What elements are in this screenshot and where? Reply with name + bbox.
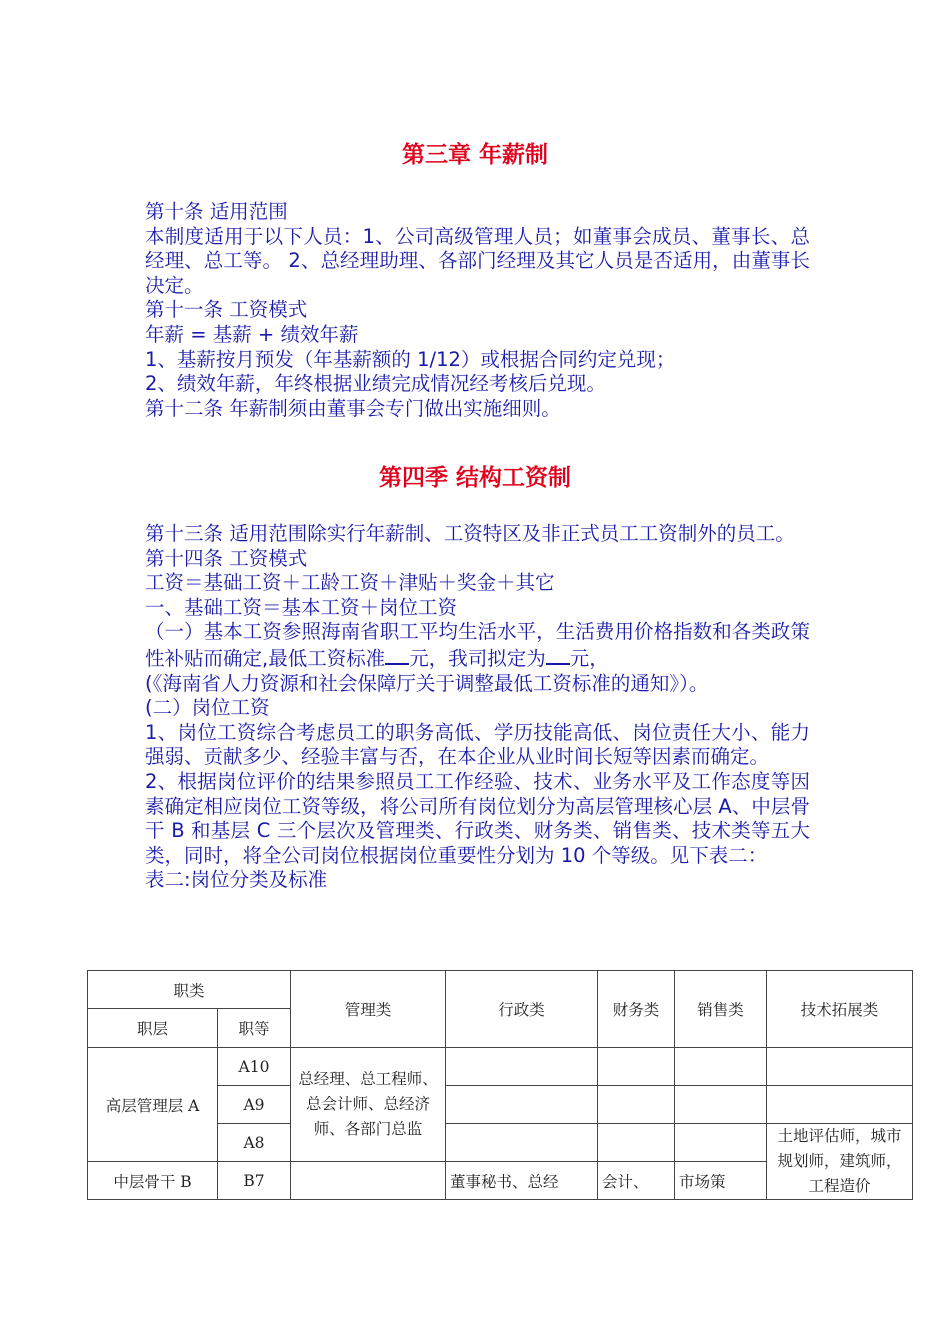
col-administration: 行政类 bbox=[446, 971, 598, 1048]
col-technology: 技术拓展类 bbox=[767, 971, 913, 1048]
article-12-text: 第十二条 年薪制须由董事会专门做出实施细则。 bbox=[145, 396, 561, 420]
grade-a10: A10 bbox=[218, 1048, 291, 1086]
base-salary-item: 1、基薪按月预发（年基薪额的 1/12）或根据合同约定兑现； bbox=[145, 347, 676, 371]
table-caption: 表二:岗位分类及标准 bbox=[145, 868, 328, 892]
grade-a8: A8 bbox=[218, 1124, 291, 1162]
chapter-3-body bbox=[145, 200, 810, 421]
cell-empty bbox=[598, 1048, 675, 1086]
basic-wage-paragraph bbox=[145, 620, 810, 671]
chapter-4-body bbox=[145, 522, 810, 893]
chapter-4-title: 第四季 结构工资制 bbox=[378, 465, 571, 491]
article-10-text: 本制度适用于以下人员：1、公司高级管理人员；如董事会成员、董事长、总经理、总工等。 2、总经理助理、各部门经理及其它人员是否适用，由董事长决定。 bbox=[145, 224, 810, 297]
grade-a9: A9 bbox=[218, 1086, 291, 1124]
chapter-3-title: 第三章 年薪制 bbox=[401, 142, 548, 168]
cell-empty bbox=[675, 1124, 767, 1162]
performance-salary-item: 2、绩效年薪，年终根据业绩完成情况经考核后兑现。 bbox=[145, 372, 606, 396]
cell-empty bbox=[598, 1086, 675, 1124]
blank-field bbox=[385, 645, 409, 665]
cell-empty bbox=[446, 1124, 598, 1162]
blank-field bbox=[546, 645, 570, 665]
basic-wage-text-b: 元，我司拟定为 bbox=[409, 646, 546, 670]
position-wage-heading: (二）岗位工资 bbox=[145, 696, 270, 720]
article-11-heading: 第十一条 工资模式 bbox=[145, 298, 308, 322]
cell-empty bbox=[446, 1086, 598, 1124]
position-classification-table bbox=[87, 970, 913, 1200]
cell-empty bbox=[675, 1048, 767, 1086]
basic-wage-text-c: 元， bbox=[569, 646, 609, 670]
cell-empty bbox=[446, 1048, 598, 1086]
cell-empty bbox=[767, 1086, 913, 1124]
position-wage-item-2: 2、根据岗位评价的结果参照员工工作经验、技术、业务水平及工作态度等因素确定相应岗位工资等级，将公司所有岗位划分为高层管理核心层 A、中层骨干 B 和基层 C 三个层次及管理类、行政类、财务类、销售类、技术类等五大类，同时，将全公司岗位根据岗位重要性分划为 10 个等级。见下表二： bbox=[145, 769, 810, 867]
col-management: 管理类 bbox=[291, 971, 446, 1048]
article-14-heading: 第十四条 工资模式 bbox=[145, 546, 308, 570]
cell-empty bbox=[767, 1048, 913, 1086]
level-b-cell: 中层骨干 B bbox=[88, 1162, 218, 1200]
col-sales: 销售类 bbox=[675, 971, 767, 1048]
base-wage-formula: 一、基础工资＝基本工资＋岗位工资 bbox=[145, 595, 458, 619]
finance-b7-cell: 会计、 bbox=[598, 1162, 675, 1200]
wage-formula: 工资＝基础工资＋工龄工资＋津贴＋奖金＋其它 bbox=[145, 571, 555, 595]
cell-empty bbox=[675, 1086, 767, 1124]
basic-wage-text-a: （一）基本工资参照海南省职工平均生活水平，生活费用价格指数和各类政策性补贴而确定,最低工资标准 bbox=[145, 620, 810, 670]
cell-empty bbox=[291, 1162, 446, 1200]
level-a-cell: 高层管理层 A bbox=[88, 1048, 218, 1162]
header-grade: 职等 bbox=[218, 1009, 291, 1048]
position-wage-item-1: 1、岗位工资综合考虑员工的职务高低、学历技能高低、岗位责任大小、能力强弱、贡献多少、经验丰富与否，在本企业从业时间长短等因素而确定。 bbox=[145, 720, 810, 769]
article-13-text: 第十三条 适用范围除实行年薪制、工资特区及非正式员工工资制外的员工。 bbox=[145, 522, 795, 545]
header-category: 职类 bbox=[88, 971, 291, 1009]
mgmt-a-cell: 总经理、总工程师、总会计师、总经济师、各部门总监 bbox=[291, 1048, 446, 1162]
article-10-heading: 第十条 适用范围 bbox=[145, 200, 288, 223]
notice-reference: (《海南省人力资源和社会保障厅关于调整最低工资标准的通知》）。 bbox=[145, 671, 709, 695]
cell-empty bbox=[598, 1124, 675, 1162]
header-level: 职层 bbox=[88, 1009, 218, 1048]
grade-b7: B7 bbox=[218, 1162, 291, 1200]
col-finance: 财务类 bbox=[598, 971, 675, 1048]
admin-b7-cell: 董事秘书、总经 bbox=[446, 1162, 598, 1200]
sales-b7-cell: 市场策 bbox=[675, 1162, 767, 1200]
annual-salary-formula: 年薪 = 基薪 + 绩效年薪 bbox=[145, 322, 359, 346]
tech-a8-cell: 土地评估师，城市规划师，建筑师，工程造价 bbox=[767, 1124, 913, 1200]
